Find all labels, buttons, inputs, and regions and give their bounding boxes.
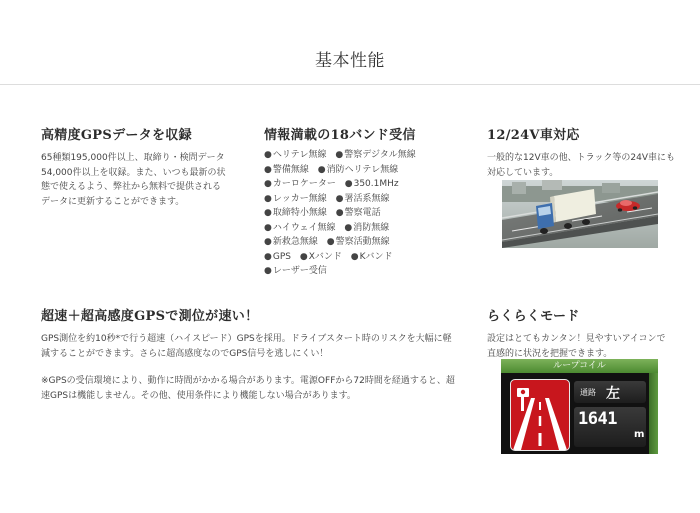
- loop-coil-icon: [510, 379, 570, 451]
- band-item: ● 警察電話: [336, 208, 381, 218]
- distance-panel: [574, 407, 646, 447]
- truck-highway-image: [502, 180, 658, 248]
- band-list: [264, 148, 464, 279]
- band-row: [264, 206, 464, 221]
- lane-value: 左: [606, 386, 620, 402]
- band-item: ● カーロケーター: [264, 179, 336, 189]
- feature-easy-mode-title: らくらくモード: [487, 309, 580, 324]
- page-title: 基本性能: [315, 51, 385, 71]
- band-item: ● GPS: [264, 252, 291, 262]
- band-item: ● 警備無線: [264, 165, 309, 175]
- band-item: ● 消防ヘリテレ無線: [318, 165, 399, 175]
- band-item: ● 署活系無線: [336, 194, 390, 204]
- band-row: [264, 264, 464, 279]
- band-row: [264, 235, 464, 250]
- feature-gps-data-text: 65種類195,000件以上、取締り・検問データ 54,000件以上を収録。また、いつも最新の状 態で使えるよう、弊社から無料で提供される データに更新することができます。: [41, 153, 226, 207]
- feature-voltage-text: 一般的な12V車の他、トラック等の24V車にも 対応しています。: [487, 153, 676, 178]
- display-side-bar: [649, 373, 658, 454]
- feature-gps-data-title: 高精度GPSデータを収録: [41, 128, 192, 143]
- feature-easy-mode-text: 設定はとてもカンタン！見やすいアイコンで 直感的に状況を把握できます。: [487, 334, 666, 359]
- band-row: [264, 177, 464, 192]
- band-row: [264, 163, 464, 178]
- feature-easy-mode: [487, 305, 677, 361]
- display-header: ループコイル: [501, 359, 658, 373]
- feature-voltage-title: 12/24V車対応: [487, 128, 580, 143]
- band-item: ● レーザー受信: [264, 266, 327, 276]
- feature-fast-gps: [41, 305, 466, 403]
- band-item: ● Kバンド: [351, 252, 393, 262]
- loop-coil-display: [501, 359, 658, 454]
- lane-label: 通路: [580, 388, 596, 397]
- band-row: [264, 221, 464, 236]
- feature-voltage: [487, 124, 677, 180]
- band-item: ● Xバンド: [300, 252, 342, 262]
- band-row: [264, 192, 464, 207]
- title-divider: [0, 84, 700, 85]
- band-row: [264, 250, 464, 265]
- feature-fast-gps-note: ※GPSの受信環境により、動作に時間がかかる場合があります。電源OFFから72時間を経過すると、超 速GPSは機能しません。その他、使用条件により機能しない場合があります。: [41, 376, 455, 401]
- lane-panel: [574, 381, 646, 403]
- band-item: ● ハイウェイ無線: [264, 223, 336, 233]
- band-item: ● 新救急無線: [264, 237, 318, 247]
- feature-fast-gps-text: GPS測位を約10秒*で行う超速（ハイスピード）GPSを採用。ドライブスタート時のリスクを大幅に軽 減することができます。さらに超高感度なのでGPS信号を逃しにくい！: [41, 334, 452, 359]
- band-row: [264, 148, 464, 163]
- band-item: ● 警察デジタル無線: [335, 150, 415, 160]
- distance-unit: m: [634, 429, 645, 440]
- band-item: ● ヘリテレ無線: [264, 150, 327, 160]
- band-item: ● 警察活動無線: [327, 237, 390, 247]
- feature-bands: [264, 124, 464, 279]
- feature-fast-gps-title: 超速＋超高感度GPSで測位が速い！: [41, 309, 259, 324]
- feature-gps-data: [41, 124, 241, 209]
- distance-value: 1641: [578, 409, 617, 429]
- feature-bands-title: 情報満載の18バンド受信: [264, 128, 416, 143]
- band-item: ● 消防無線: [344, 223, 389, 233]
- band-item: ● 350.1MHz: [345, 179, 399, 189]
- band-item: ● レッカー無線: [264, 194, 327, 204]
- band-item: ● 取締特小無線: [264, 208, 327, 218]
